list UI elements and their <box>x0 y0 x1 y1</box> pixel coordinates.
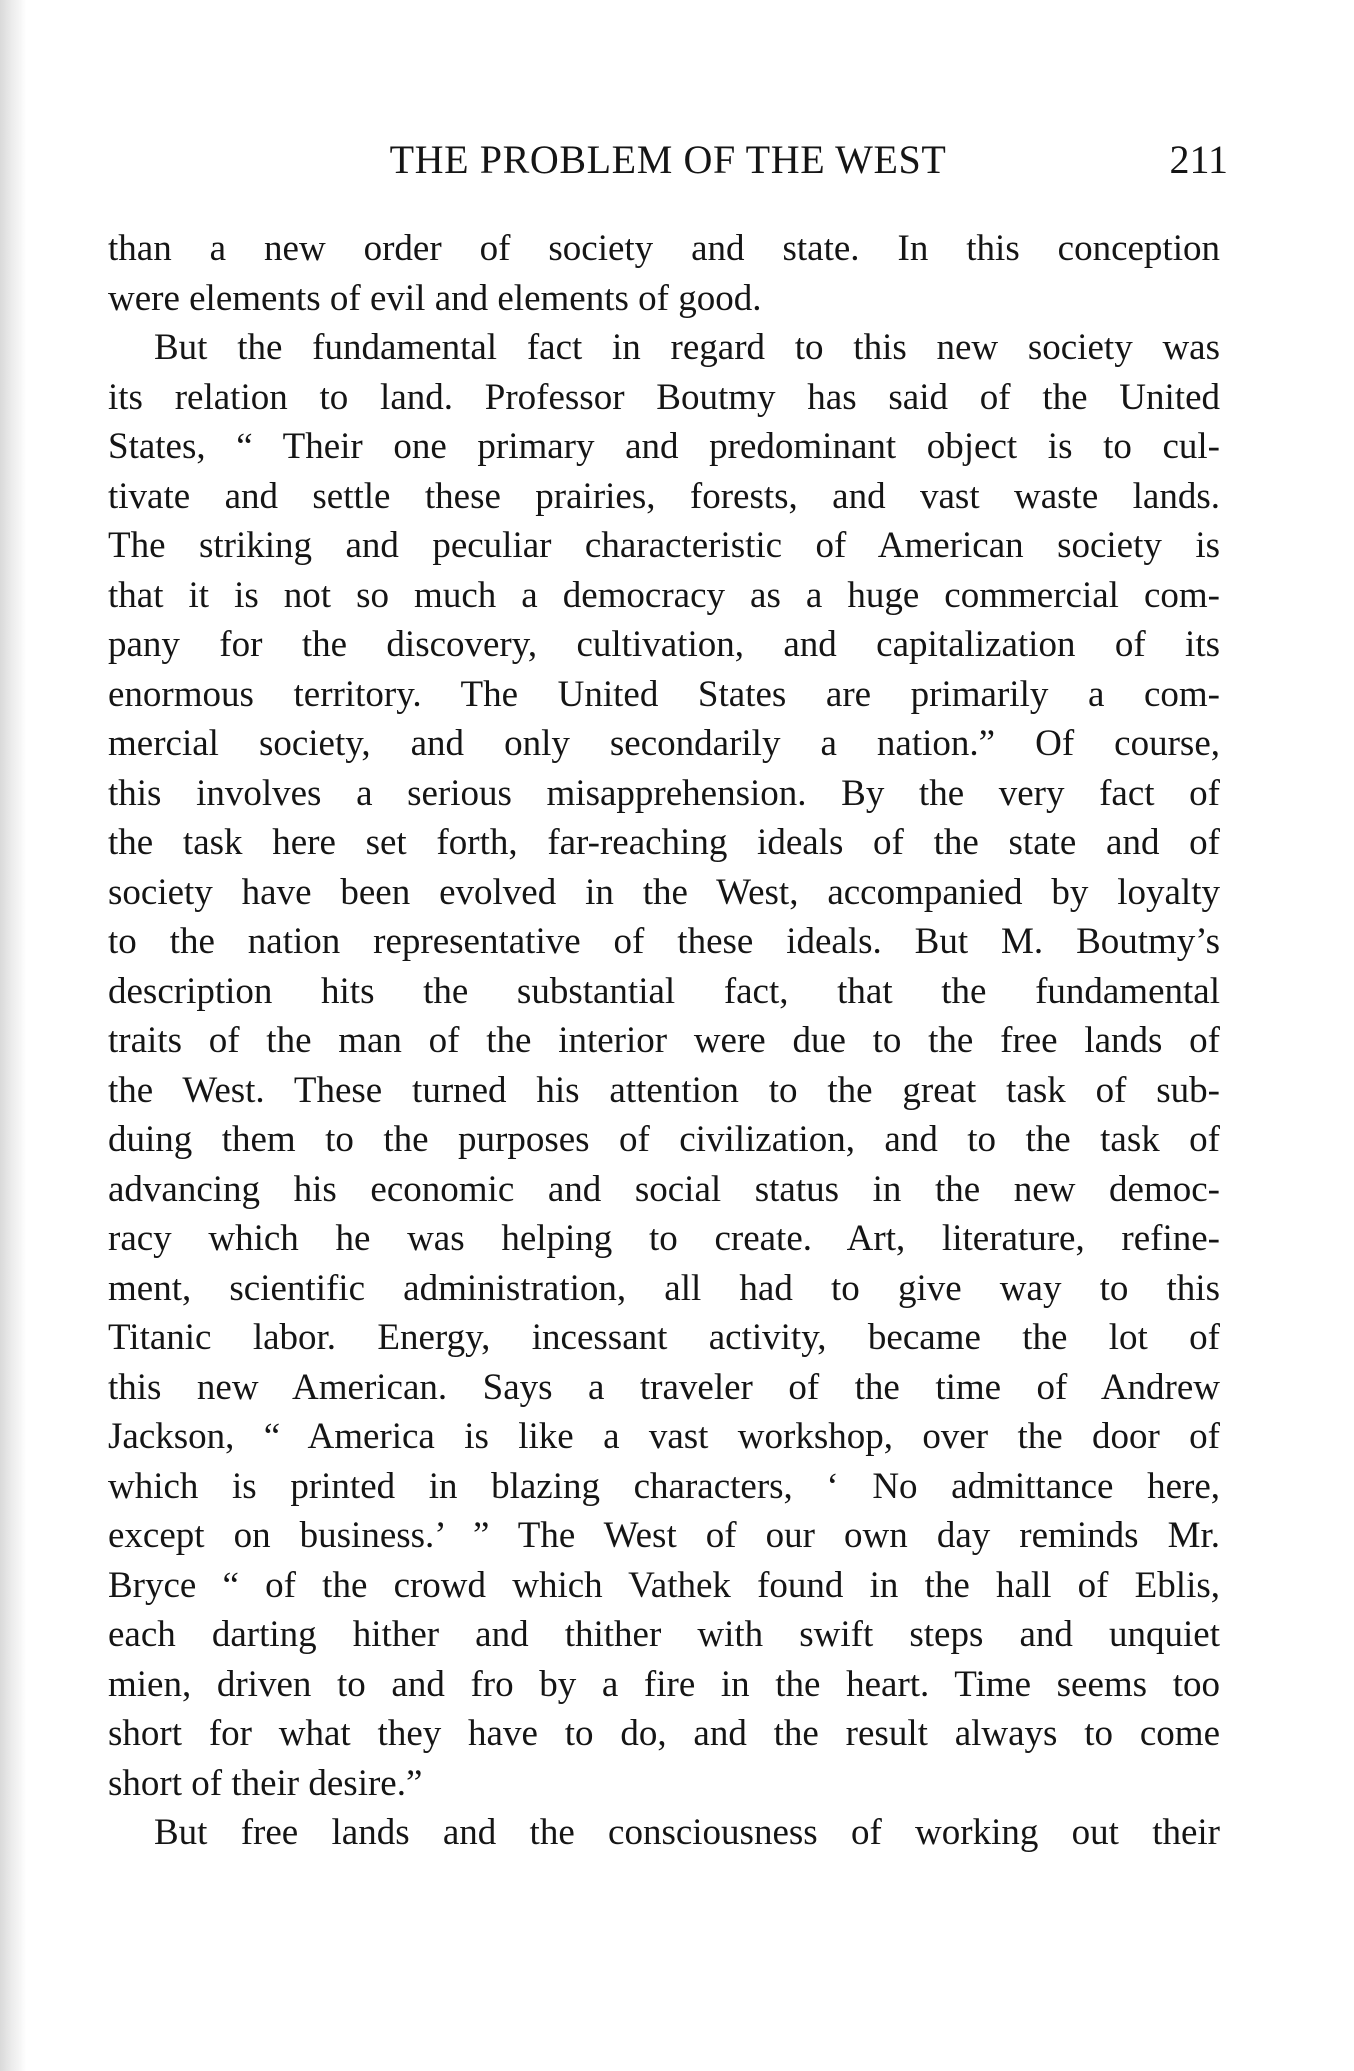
text-line: than a new order of society and state. In this conception <box>108 228 1220 269</box>
text-line: short for what they have to do, and the result always to come <box>108 1713 1220 1754</box>
text-line: except on business.’ ” The West of our own day reminds Mr. <box>108 1515 1220 1556</box>
text-line: society have been evolved in the West, accompanied by loyalty <box>108 871 1220 913</box>
text-line: this new American. Says a traveler of the time of Andrew <box>108 1366 1220 1408</box>
text-line: that it is not so much a democracy as a huge commercial com- <box>108 574 1220 616</box>
text-line: Jackson, “ America is like a vast workshop, over the door of <box>108 1416 1220 1457</box>
text-line: States, “ Their one primary and predominant object is to cul- <box>108 426 1220 467</box>
text-line: ment, scientific administration, all had to give way to this <box>108 1267 1220 1309</box>
text-line: The striking and peculiar characteristic of American society is <box>108 525 1220 566</box>
text-line: each darting hither and thither with swift steps and unquiet <box>108 1614 1220 1655</box>
page-number: 211 <box>1169 137 1228 182</box>
text-line: pany for the discovery, cultivation, and capitalization of its <box>108 624 1220 665</box>
body-text <box>108 224 1220 1858</box>
text-line: which is printed in blazing characters, ‘ No admittance here, <box>108 1465 1220 1507</box>
text-line: duing them to the purposes of civilization, and to the task of <box>108 1119 1220 1160</box>
text-line: this involves a serious misapprehension. By the very fact of <box>108 772 1220 814</box>
running-title: THE PROBLEM OF THE WEST <box>389 137 947 182</box>
text-line: to the nation representative of these ideals. But M. Boutmy’s <box>108 921 1220 962</box>
text-line: mercial society, and only secondarily a nation.” Of course, <box>108 723 1220 764</box>
text-line: description hits the substantial fact, that the fundamental <box>108 970 1220 1012</box>
paragraph-first-line: But free lands and the consciousness of working out their <box>154 1812 1220 1853</box>
text-line: mien, driven to and fro by a fire in the heart. Time seems too <box>108 1663 1220 1705</box>
text-line: advancing his economic and social status in the new democ- <box>108 1168 1220 1210</box>
text-line: short of their desire.” <box>108 1762 423 1804</box>
text-line: the West. These turned his attention to the great task of sub- <box>108 1069 1220 1111</box>
running-head <box>108 134 1228 186</box>
text-line: its relation to land. Professor Boutmy has said of the United <box>108 376 1220 418</box>
text-line: racy which he was helping to create. Art, literature, refine- <box>108 1218 1220 1259</box>
text-line: Bryce “ of the crowd which Vathek found in the hall of Eblis, <box>108 1564 1220 1606</box>
paragraph-first-line: But the fundamental fact in regard to this new society was <box>154 327 1220 368</box>
text-line: Titanic labor. Energy, incessant activity, became the lot of <box>108 1317 1220 1358</box>
text-line: were elements of evil and elements of good. <box>108 277 762 319</box>
text-line: the task here set forth, far-reaching ideals of the state and of <box>108 822 1220 863</box>
text-line: tivate and settle these prairies, forests, and vast waste lands. <box>108 475 1220 517</box>
text-line: traits of the man of the interior were due to the free lands of <box>108 1020 1220 1061</box>
text-line: enormous territory. The United States are primarily a com- <box>108 673 1220 715</box>
